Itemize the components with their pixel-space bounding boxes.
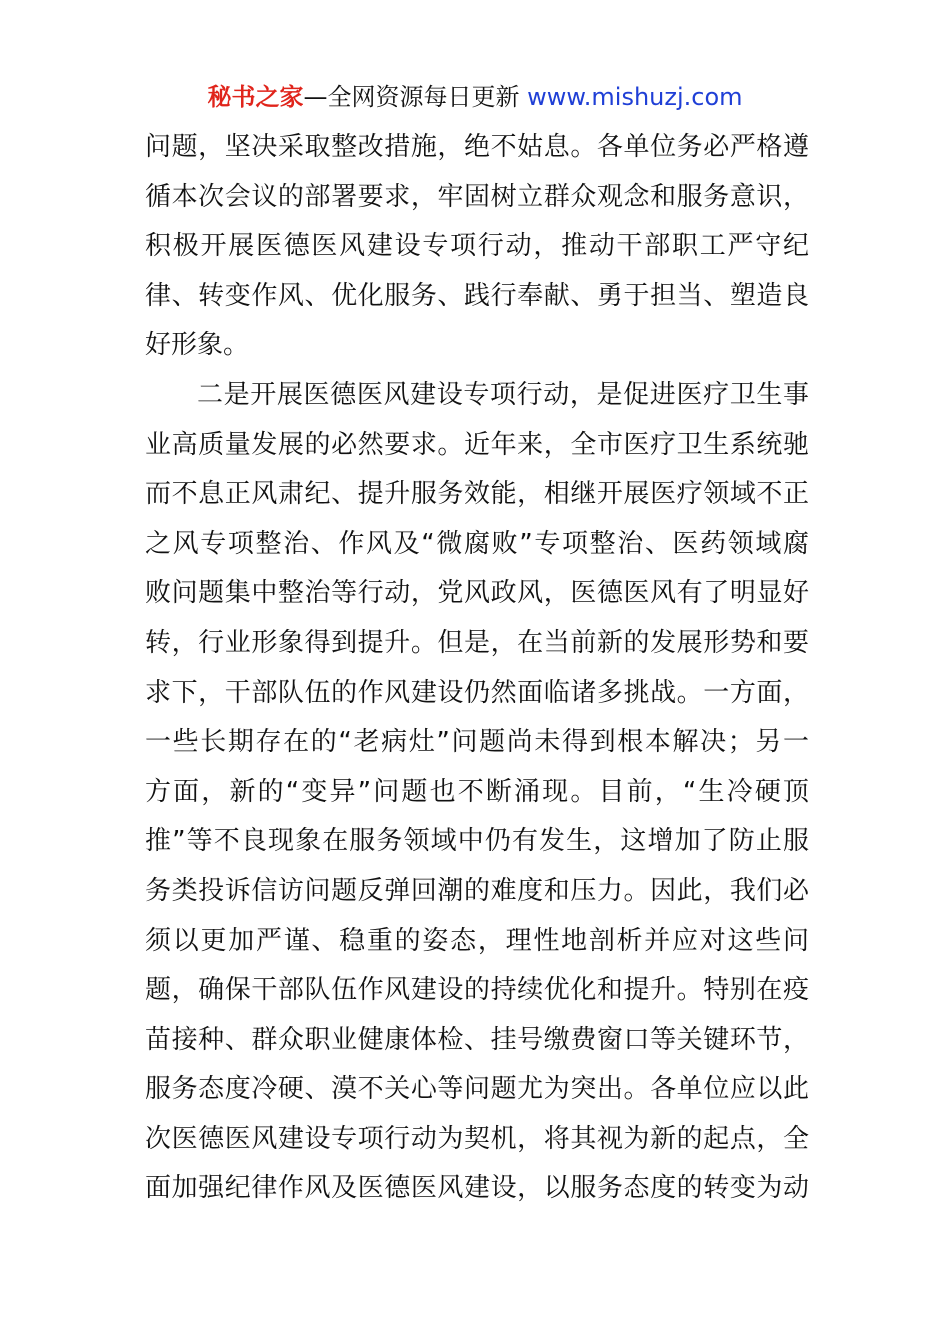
text-line: 败问题集中整治等行动，党风政风，医德医风有了明显好: [145, 578, 809, 609]
text-line: 转，行业形象得到提升。但是，在当前新的发展形势和要: [145, 627, 809, 658]
text-line: 求下，干部队伍的作风建设仍然面临诸多挑战。一方面，: [145, 677, 809, 708]
text-line: 须以更加严谨、稳重的姿态，理性地剖析并应对这些问: [145, 925, 809, 956]
text-line: 苗接种、群众职业健康体检、挂号缴费窗口等关键环节，: [145, 1024, 809, 1055]
text-line: 一些长期存在的“老病灶”问题尚未得到根本解决；另一: [145, 727, 809, 758]
text-line: 次医德医风建设专项行动为契机，将其视为新的起点，全: [145, 1123, 809, 1154]
header-tagline: —全网资源每日更新: [303, 83, 528, 111]
text-line: 题，确保干部队伍作风建设的持续优化和提升。特别在疫: [145, 975, 809, 1006]
site-header: [0, 80, 950, 114]
text-line: 问题，坚决采取整改措施，绝不姑息。各单位务必严格遵: [145, 132, 809, 162]
site-url[interactable]: www.mishuzj.com: [527, 83, 743, 111]
text-line: 好形象。: [145, 330, 250, 361]
text-line: 服务态度冷硬、漠不关心等问题尤为突出。各单位应以此: [145, 1074, 809, 1105]
text-line: 推”等不良现象在服务领域中仍有发生，这增加了防止服: [145, 826, 809, 857]
text-line: 之风专项整治、作风及“微腐败”专项整治、医药领域腐: [145, 528, 809, 559]
text-line: 律、转变作风、优化服务、践行奉献、勇于担当、塑造良: [145, 280, 809, 311]
text-line: 积极开展医德医风建设专项行动，推动干部职工严守纪: [145, 231, 809, 262]
document-body: [145, 123, 809, 1214]
text-line: 方面，新的“变异”问题也不断涌现。目前，“生冷硬顶: [145, 776, 809, 807]
text-line: 而不息正风肃纪、提升服务效能，相继开展医疗领域不正: [145, 479, 809, 510]
brand-name: 秘书之家: [207, 83, 304, 111]
text-line: 面加强纪律作风及医德医风建设，以服务态度的转变为动: [145, 1173, 809, 1204]
text-line: 务类投诉信访问题反弹回潮的难度和压力。因此，我们必: [145, 875, 809, 906]
paragraph-start-line: 二是开展医德医风建设专项行动，是促进医疗卫生事: [197, 379, 809, 410]
text-line: 循本次会议的部署要求，牢固树立群众观念和服务意识，: [145, 181, 809, 212]
text-line: 业高质量发展的必然要求。近年来，全市医疗卫生系统驰: [145, 429, 809, 460]
